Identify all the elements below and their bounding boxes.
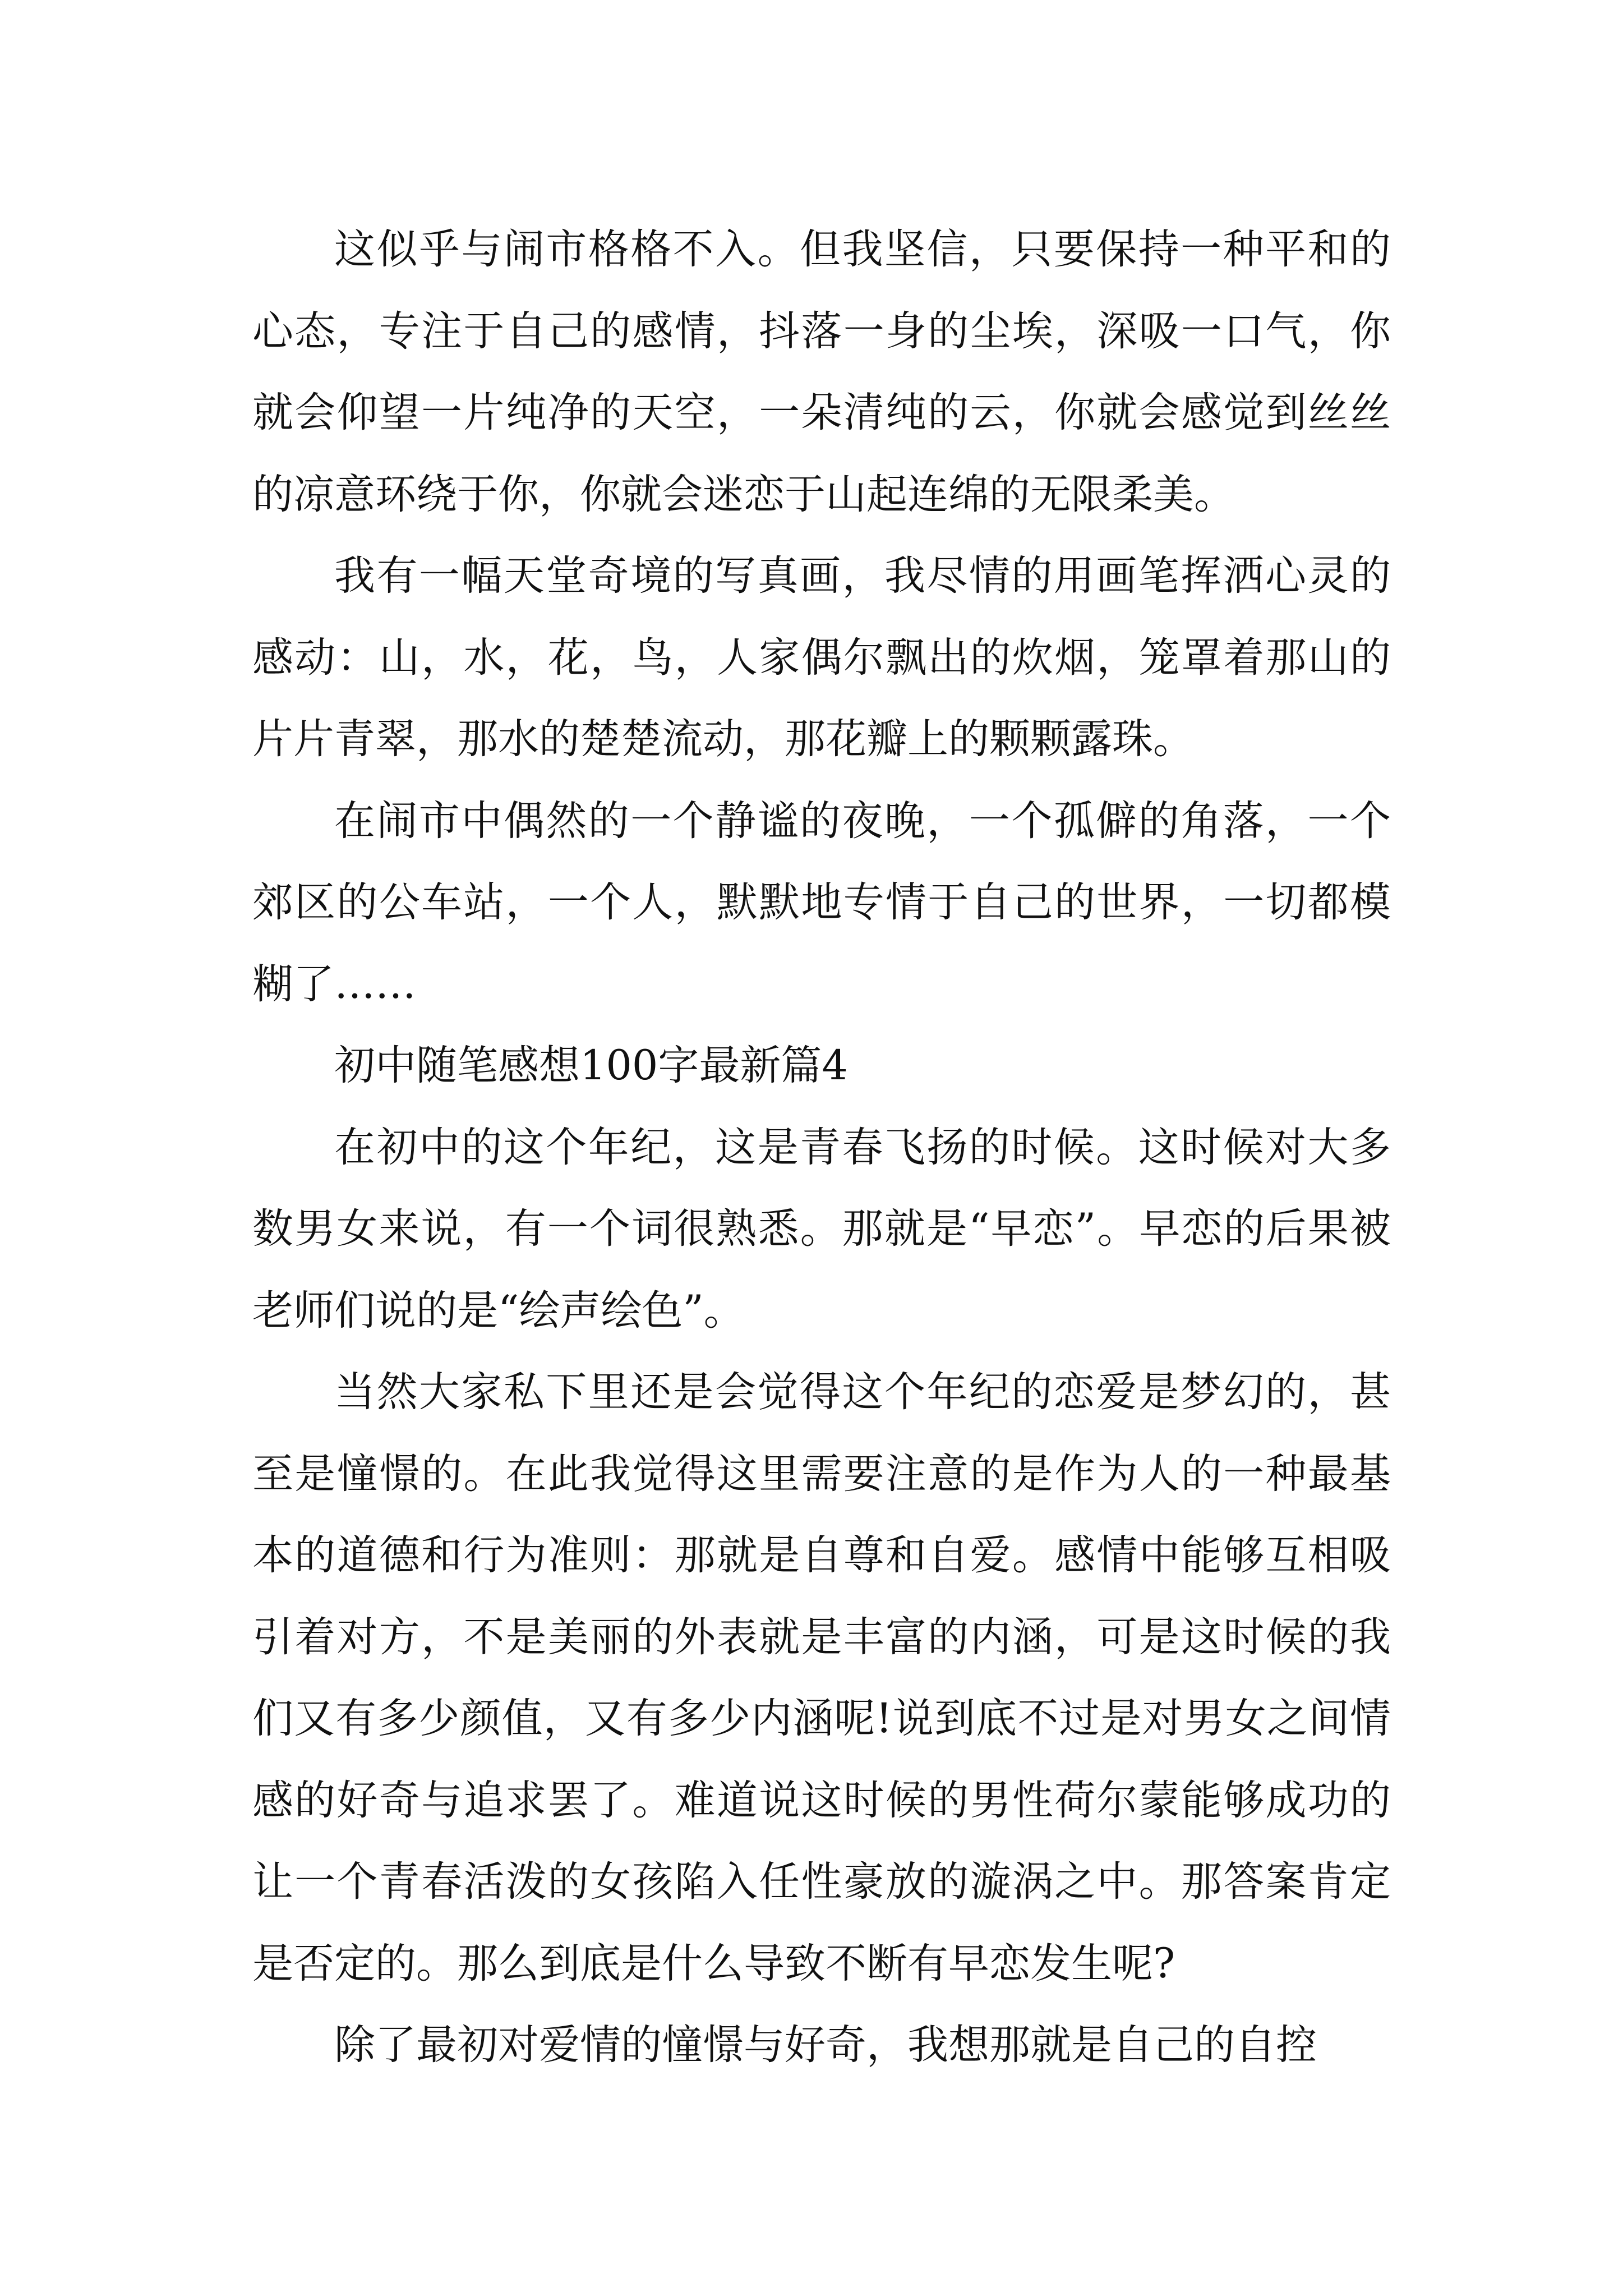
section-heading: 初中随笔感想100字最新篇4 [334,1042,848,1089]
paragraph: 在初中的这个年纪，这是青春飞扬的时候。这时候对大多数男女来说，有一个词很熟悉。那就是“早恋”。早恋的后果被老师们说的是“绘声绘色”。 [252,1123,1391,1335]
paragraph: 在闹市中偶然的一个静谧的夜晚，一个孤僻的角落，一个郊区的公车站，一个人，默默地专情于自己的世界，一切都模糊了…… [252,797,1391,1008]
paragraph: 这似乎与闹市格格不入。但我坚信，只要保持一种平和的心态，专注于自己的感情，抖落一身的尘埃，深吸一口气，你就会仰望一片纯净的天空，一朵清纯的云，你就会感觉到丝丝的凉意环绕于你，你就会迷恋于山起连绵的无限柔美。 [252,226,1391,518]
document-body [252,209,1391,2086]
paragraph: 除了最初对爱情的憧憬与好奇，我想那就是自己的自控 [334,2021,1317,2069]
paragraph: 当然大家私下里还是会觉得这个年纪的恋爱是梦幻的，甚至是憧憬的。在此我觉得这里需要注意的是作为人的一种最基本的道德和行为准则：那就是自尊和自爱。感情中能够互相吸引着对方，不是美丽的外表就是丰富的内涵，可是这时候的我们又有多少颜值，又有多少内涵呢!说到底不过是对男女之间情感的好奇与追求罢了。难道说这时候的男性荷尔蒙能够成功的让一个青春活泼的女孩陷入任性豪放的漩涡之中。那答案肯定是否定的。那么到底是什么导致不断有早恋发生呢? [252,1368,1391,1987]
paragraph: 我有一幅天堂奇境的写真画，我尽情的用画笔挥洒心灵的感动：山，水，花，鸟，人家偶尔飘出的炊烟，笼罩着那山的片片青翠，那水的楚楚流动，那花瓣上的颗颗露珠。 [252,552,1391,763]
